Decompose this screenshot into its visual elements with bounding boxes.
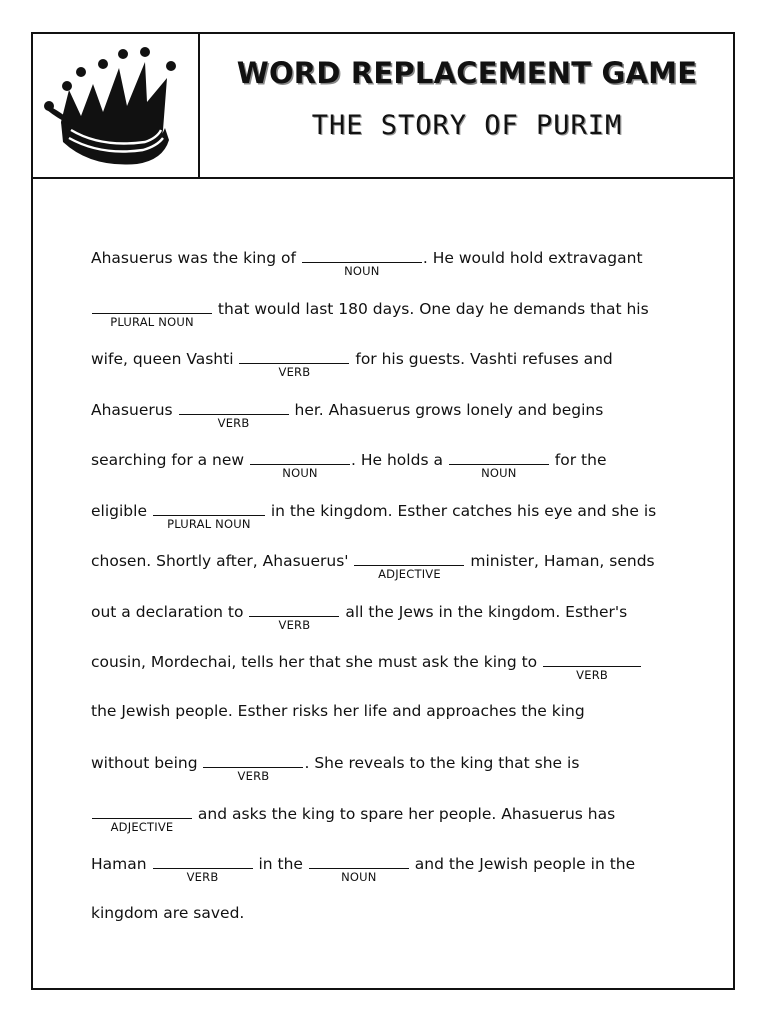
story-text-segment: Ahasuerus was the king of: [91, 249, 301, 267]
part-of-speech-label: VERB: [278, 617, 311, 632]
story-text-segment: . She reveals to the king that she is: [304, 754, 580, 772]
page-title: WORD REPLACEMENT GAME: [236, 56, 698, 90]
part-of-speech-label: NOUN: [282, 466, 318, 480]
story-line: [91, 448, 711, 499]
story-line: [91, 246, 711, 297]
header: [33, 34, 733, 179]
story-text-segment: and the Jewish people in the: [409, 855, 636, 873]
crown-icon: [41, 44, 191, 166]
fill-in-blank[interactable]: [92, 802, 192, 834]
part-of-speech-label: VERB: [576, 668, 608, 682]
story-line: [91, 499, 711, 550]
story-text-segment: Ahasuerus: [91, 400, 178, 419]
page-subtitle: THE STORY OF PURIM: [311, 110, 623, 141]
story-text-segment: out a declaration to: [91, 602, 249, 621]
story-text-segment: chosen. Shortly after, Ahasuerus': [91, 552, 354, 570]
part-of-speech-label: VERB: [278, 365, 311, 379]
fill-in-blank[interactable]: [153, 852, 253, 884]
story-line: [91, 398, 711, 449]
worksheet-frame: [31, 32, 735, 990]
story-text-segment: without being: [91, 754, 203, 772]
part-of-speech-label: VERB: [237, 769, 270, 783]
story-text-segment: for the: [549, 451, 607, 469]
story-text-segment: the Jewish people. Esther risks her life and approaches the king: [91, 701, 585, 720]
story-text-segment: her. Ahasuerus grows lonely and begins: [289, 400, 604, 419]
fill-in-blank[interactable]: [153, 499, 265, 531]
story-text-segment: eligible: [91, 501, 152, 520]
fill-in-blank[interactable]: [250, 448, 350, 480]
fill-in-blank[interactable]: [179, 398, 289, 430]
story-text-segment: that would last 180 days. One day he demands that his: [213, 299, 649, 318]
fill-in-blank[interactable]: [203, 751, 303, 783]
story-text-segment: in the: [253, 855, 308, 873]
part-of-speech-label: NOUN: [344, 264, 380, 278]
fill-in-blank[interactable]: [309, 852, 409, 884]
story-text-segment: Haman: [91, 855, 152, 873]
story-text-segment: wife, queen Vashti: [91, 350, 239, 368]
story-text-segment: searching for a new: [91, 451, 250, 469]
part-of-speech-label: PLURAL NOUN: [167, 516, 251, 531]
story-line: [91, 903, 711, 954]
story-text-segment: cousin, Mordechai, tells her that she must ask the king to: [91, 653, 543, 671]
story-text-segment: in the kingdom. Esther catches his eye and she is: [265, 501, 657, 520]
part-of-speech-label: NOUN: [481, 466, 517, 480]
story-text-segment: and asks the king to spare her people. Ahasuerus has: [193, 804, 616, 823]
story-text: [91, 246, 711, 953]
story-line: [91, 297, 711, 348]
part-of-speech-label: VERB: [186, 870, 219, 884]
fill-in-blank[interactable]: [239, 347, 349, 379]
logo-cell: [33, 34, 200, 177]
story-text-segment: kingdom are saved.: [91, 903, 245, 922]
fill-in-blank[interactable]: [354, 549, 464, 581]
fill-in-blank[interactable]: [249, 600, 339, 632]
story-line: [91, 650, 711, 701]
story-line: [91, 701, 711, 752]
story-text-segment: for his guests. Vashti refuses and: [350, 350, 613, 368]
story-text-segment: minister, Haman, sends: [465, 552, 655, 570]
part-of-speech-label: ADJECTIVE: [110, 819, 174, 834]
story-line: [91, 549, 711, 600]
fill-in-blank[interactable]: [92, 297, 212, 329]
story-line: [91, 802, 711, 853]
fill-in-blank[interactable]: [449, 448, 549, 480]
fill-in-blank[interactable]: [302, 246, 422, 278]
story-text-segment: all the Jews in the kingdom. Esther's: [340, 602, 628, 621]
part-of-speech-label: PLURAL NOUN: [110, 314, 194, 329]
story-line: [91, 852, 711, 903]
part-of-speech-label: ADJECTIVE: [378, 567, 441, 581]
fill-in-blank[interactable]: [543, 650, 641, 682]
story-text-segment: . He holds a: [351, 451, 448, 469]
story-text-segment: . He would hold extravagant: [422, 249, 643, 267]
part-of-speech-label: VERB: [217, 415, 250, 430]
part-of-speech-label: NOUN: [341, 870, 377, 884]
story-line: [91, 600, 711, 651]
story-line: [91, 347, 711, 398]
story-line: [91, 751, 711, 802]
